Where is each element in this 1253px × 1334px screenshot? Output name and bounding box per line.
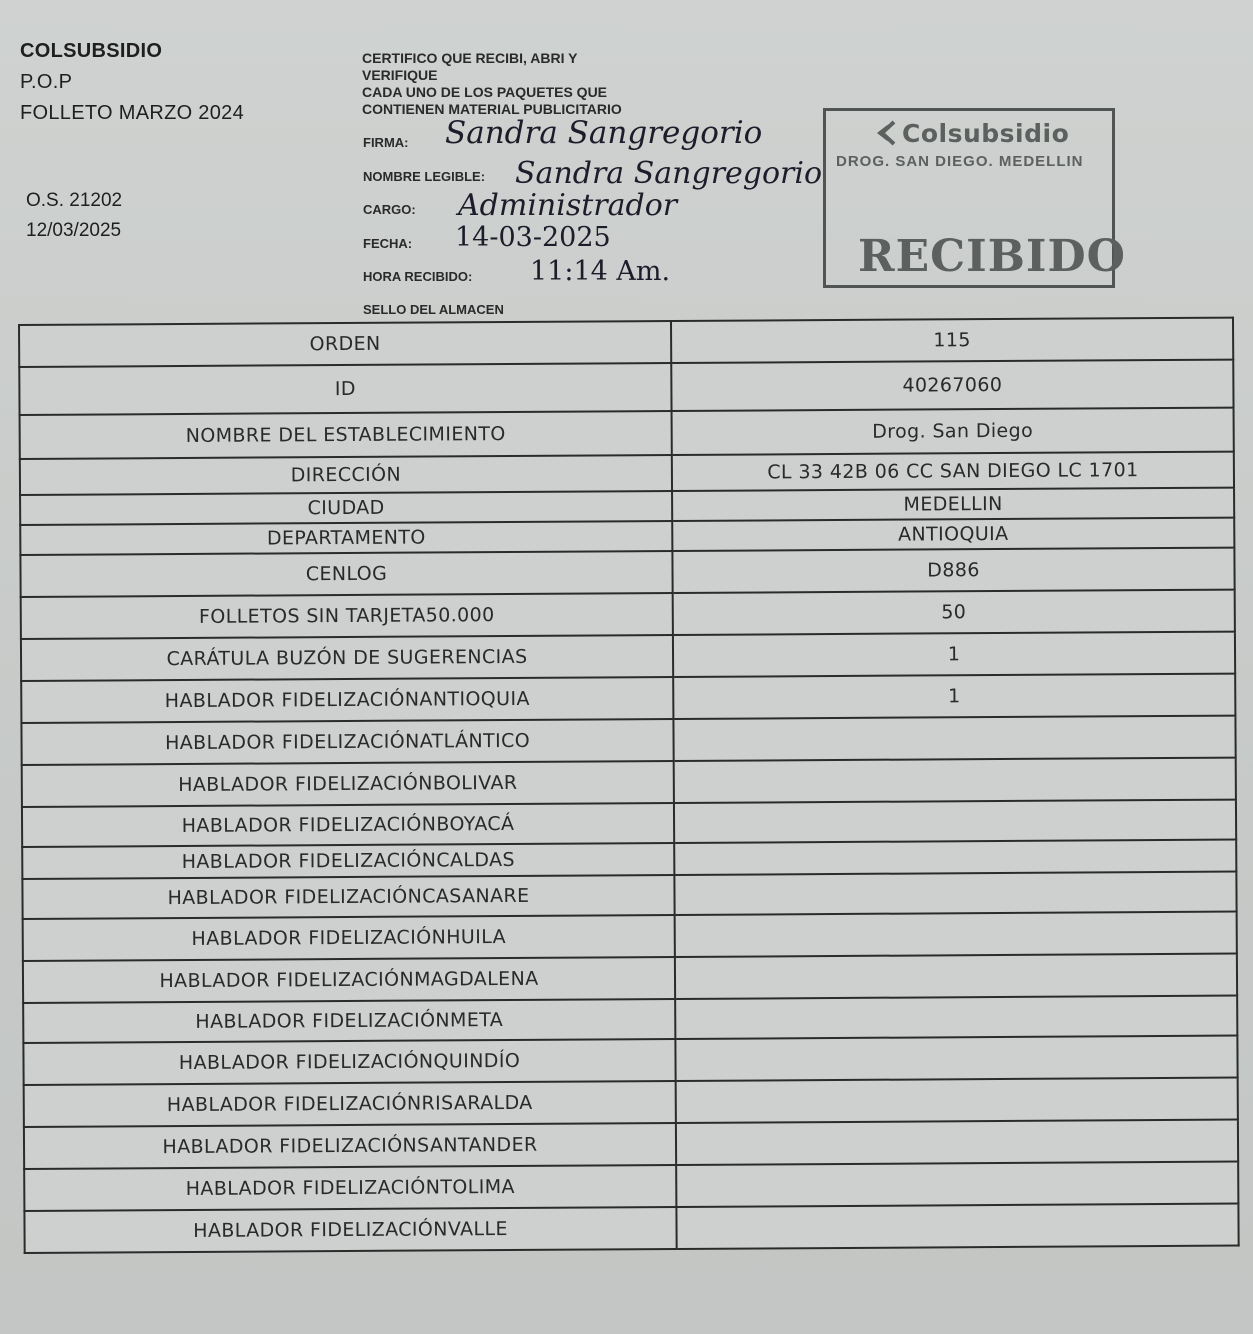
row-label: HABLADOR FIDELIZACIÓNQUINDÍO bbox=[23, 1039, 675, 1085]
row-value: Drog. San Diego bbox=[672, 408, 1234, 455]
row-label: HABLADOR FIDELIZACIÓNBOYACÁ bbox=[22, 803, 674, 847]
table-row bbox=[19, 318, 1233, 367]
stamp-received: RECIBIDO bbox=[858, 231, 1126, 282]
firma-signature: Sandra Sangregorio bbox=[445, 115, 763, 151]
nombre-label: NOMBRE LEGIBLE: bbox=[363, 169, 486, 184]
row-label: HABLADOR FIDELIZACIÓNTOLIMA bbox=[24, 1165, 676, 1211]
order-date: 12/03/2025 bbox=[26, 220, 122, 241]
row-label: CIUDAD bbox=[20, 491, 672, 525]
row-label: HABLADOR FIDELIZACIÓNHUILA bbox=[23, 915, 675, 961]
row-label: DEPARTAMENTO bbox=[20, 521, 672, 555]
received-stamp bbox=[823, 108, 1126, 288]
row-value bbox=[676, 1204, 1238, 1249]
fecha-value: 14-03-2025 bbox=[455, 222, 611, 253]
table-row bbox=[21, 590, 1235, 639]
row-label: CENLOG bbox=[20, 551, 672, 597]
row-value: 1 bbox=[673, 632, 1235, 677]
row-label: ORDEN bbox=[19, 321, 671, 367]
cert-line-2: VERIFIQUE bbox=[362, 67, 438, 83]
table-row bbox=[23, 912, 1237, 961]
row-value bbox=[674, 840, 1236, 875]
table-row bbox=[24, 1162, 1238, 1211]
row-value: ANTIOQUIA bbox=[672, 518, 1234, 551]
row-value bbox=[676, 1162, 1238, 1207]
service-order: O.S. 21202 bbox=[26, 190, 123, 211]
stamp-logo: Colsubsidio bbox=[902, 119, 1070, 148]
row-label: HABLADOR FIDELIZACIÓNMETA bbox=[23, 999, 675, 1043]
row-label: DIRECCIÓN bbox=[20, 455, 672, 495]
fecha-label: FECHA: bbox=[363, 236, 413, 251]
header-left bbox=[20, 40, 244, 133]
row-value: CL 33 42B 06 CC SAN DIEGO LC 1701 bbox=[672, 452, 1234, 491]
row-value bbox=[674, 872, 1236, 915]
row-value: 40267060 bbox=[671, 360, 1233, 411]
row-label: HABLADOR FIDELIZACIÓNRISARALDA bbox=[24, 1081, 676, 1127]
row-value bbox=[674, 758, 1236, 803]
materials-table-grid bbox=[18, 317, 1240, 1254]
row-label: HABLADOR FIDELIZACIÓNBOLIVAR bbox=[22, 761, 674, 807]
row-value bbox=[675, 912, 1237, 957]
table-row bbox=[21, 674, 1235, 723]
row-value: D886 bbox=[672, 548, 1234, 593]
sello-label: SELLO DEL ALMACEN bbox=[363, 302, 504, 317]
table-row bbox=[24, 1120, 1238, 1169]
table-row bbox=[21, 632, 1235, 681]
row-label: HABLADOR FIDELIZACIÓNSANTANDER bbox=[24, 1123, 676, 1169]
row-label: FOLLETOS SIN TARJETA50.000 bbox=[21, 593, 673, 639]
cargo-label: CARGO: bbox=[363, 202, 416, 217]
colsubsidio-logo-icon bbox=[874, 119, 900, 147]
table-row bbox=[21, 716, 1235, 765]
booklet-name: FOLLETO MARZO 2024 bbox=[20, 102, 244, 124]
row-label: ID bbox=[19, 363, 671, 415]
row-label: HABLADOR FIDELIZACIÓNANTIOQUIA bbox=[21, 677, 673, 723]
row-label: NOMBRE DEL ESTABLECIMIENTO bbox=[20, 411, 672, 459]
program-name: P.O.P bbox=[20, 71, 73, 93]
row-label: HABLADOR FIDELIZACIÓNVALLE bbox=[24, 1207, 676, 1253]
table-row bbox=[20, 408, 1234, 459]
nombre-value: Sandra Sangregorio bbox=[515, 156, 823, 191]
cargo-value: Administrador bbox=[458, 188, 678, 223]
row-label: HABLADOR FIDELIZACIÓNCASANARE bbox=[22, 875, 674, 919]
stamp-store: DROG. SAN DIEGO. MEDELLIN bbox=[836, 153, 1084, 170]
cert-line-4: CONTIENEN MATERIAL PUBLICITARIO bbox=[362, 101, 622, 117]
row-value bbox=[673, 716, 1235, 761]
row-value: MEDELLIN bbox=[672, 488, 1234, 521]
row-value bbox=[675, 996, 1237, 1039]
row-value bbox=[674, 800, 1236, 843]
order-info bbox=[26, 186, 122, 246]
table-row bbox=[24, 1204, 1238, 1253]
row-value bbox=[675, 1036, 1237, 1081]
table-row bbox=[20, 548, 1234, 597]
table-row bbox=[24, 1078, 1238, 1127]
row-value: 1 bbox=[673, 674, 1235, 719]
row-label: HABLADOR FIDELIZACIÓNCALDAS bbox=[22, 843, 674, 879]
table-row bbox=[23, 954, 1237, 1003]
firma-label: FIRMA: bbox=[363, 135, 409, 150]
row-label: CARÁTULA BUZÓN DE SUGERENCIAS bbox=[21, 635, 673, 681]
row-value: 115 bbox=[671, 318, 1233, 363]
table-row bbox=[22, 758, 1236, 807]
certification-text bbox=[362, 50, 622, 118]
row-value bbox=[676, 1078, 1238, 1123]
hora-value: 11:14 Am. bbox=[530, 256, 671, 287]
hora-label: HORA RECIBIDO: bbox=[363, 269, 473, 284]
row-value: 50 bbox=[673, 590, 1235, 635]
materials-table bbox=[18, 317, 1238, 1254]
row-label: HABLADOR FIDELIZACIÓNATLÁNTICO bbox=[21, 719, 673, 765]
cert-line-3: CADA UNO DE LOS PAQUETES QUE bbox=[362, 84, 608, 100]
row-label: HABLADOR FIDELIZACIÓNMAGDALENA bbox=[23, 957, 675, 1003]
table-row bbox=[19, 360, 1233, 415]
row-value bbox=[676, 1120, 1238, 1165]
cert-line-1: CERTIFICO QUE RECIBI, ABRI Y bbox=[362, 50, 578, 66]
row-value bbox=[675, 954, 1237, 999]
company-name: COLSUBSIDIO bbox=[20, 40, 163, 62]
table-row bbox=[23, 1036, 1237, 1085]
